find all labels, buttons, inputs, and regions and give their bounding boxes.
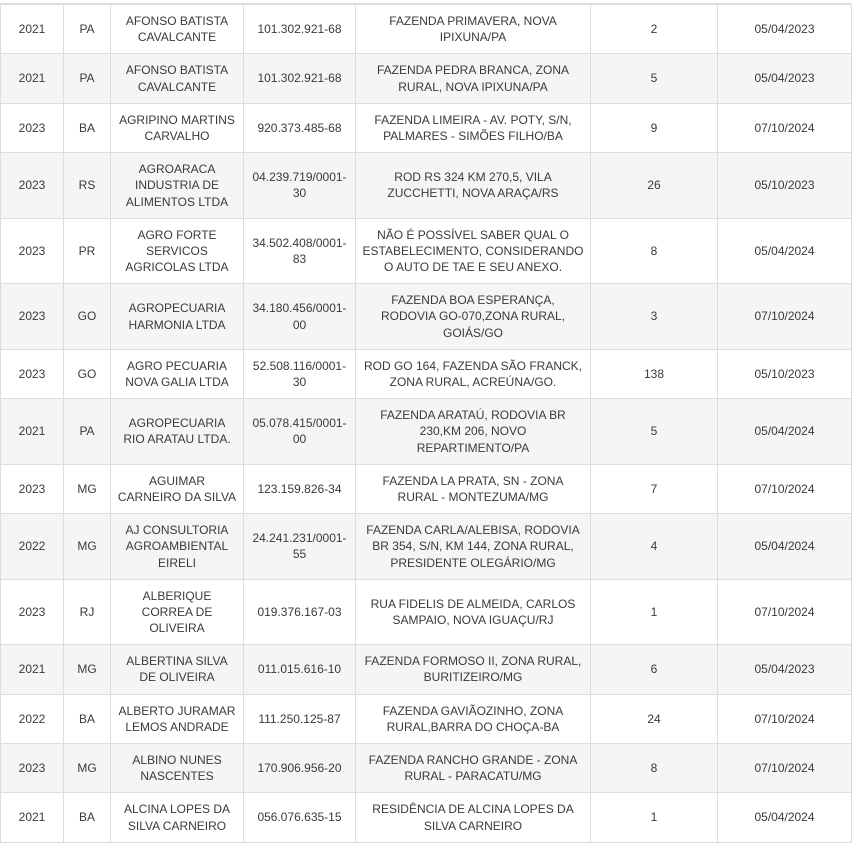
cell-establishment: FAZENDA GAVIÃOZINHO, ZONA RURAL,BARRA DO CHOÇA-BA: [356, 694, 591, 743]
cell-document: 920.373.485-68: [244, 103, 356, 152]
cell-year: 2023: [1, 744, 64, 793]
table-row: [1, 579, 852, 645]
cell-establishment: FAZENDA CARLA/ALEBISA, RODOVIA BR 354, S/N, KM 144, ZONA RURAL, PRESIDENTE OLEGÁRIO/MG: [356, 514, 591, 580]
cell-state: MG: [64, 744, 111, 793]
cell-year: 2023: [1, 103, 64, 152]
cell-date: 07/10/2024: [718, 579, 852, 645]
table-row: [1, 218, 852, 284]
cell-date: 05/10/2023: [718, 153, 852, 219]
cell-establishment: RESIDÊNCIA DE ALCINA LOPES DA SILVA CARNEIRO: [356, 793, 591, 842]
cell-worker-count: 1: [591, 579, 718, 645]
cell-state: RJ: [64, 579, 111, 645]
cell-date: 07/10/2024: [718, 103, 852, 152]
cell-date: 05/10/2023: [718, 349, 852, 398]
cell-document: 24.241.231/0001-55: [244, 514, 356, 580]
cell-year: 2021: [1, 793, 64, 842]
cell-establishment: FAZENDA PRIMAVERA, NOVA IPIXUNA/PA: [356, 5, 591, 54]
table-row: [1, 464, 852, 513]
cell-date: 05/04/2023: [718, 5, 852, 54]
cell-worker-count: 2: [591, 5, 718, 54]
cell-year: 2021: [1, 399, 64, 465]
cell-state: PA: [64, 5, 111, 54]
cell-year: 2023: [1, 349, 64, 398]
cell-state: GO: [64, 349, 111, 398]
cell-document: 34.180.456/0001-00: [244, 284, 356, 350]
table-row: [1, 54, 852, 103]
cell-worker-count: 3: [591, 284, 718, 350]
table-row: [1, 514, 852, 580]
cell-year: 2023: [1, 579, 64, 645]
cell-state: RS: [64, 153, 111, 219]
cell-state: PA: [64, 54, 111, 103]
cell-document: 056.076.635-15: [244, 793, 356, 842]
cell-name: ALBINO NUNES NASCENTES: [111, 744, 244, 793]
cell-document: 52.508.116/0001-30: [244, 349, 356, 398]
cell-worker-count: 5: [591, 54, 718, 103]
cell-name: AGROPECUARIA HARMONIA LTDA: [111, 284, 244, 350]
cell-document: 34.502.408/0001-83: [244, 218, 356, 284]
cell-date: 05/04/2024: [718, 514, 852, 580]
cell-name: AGUIMAR CARNEIRO DA SILVA: [111, 464, 244, 513]
cell-worker-count: 4: [591, 514, 718, 580]
cell-state: GO: [64, 284, 111, 350]
cell-date: 05/04/2024: [718, 218, 852, 284]
cell-date: 07/10/2024: [718, 284, 852, 350]
cell-worker-count: 5: [591, 399, 718, 465]
cell-year: 2022: [1, 694, 64, 743]
cell-document: 111.250.125-87: [244, 694, 356, 743]
cell-year: 2021: [1, 54, 64, 103]
cell-document: 170.906.956-20: [244, 744, 356, 793]
cell-establishment: FAZENDA LA PRATA, SN - ZONA RURAL - MONTEZUMA/MG: [356, 464, 591, 513]
cell-worker-count: 7: [591, 464, 718, 513]
cell-worker-count: 8: [591, 218, 718, 284]
cell-establishment: FAZENDA BOA ESPERANÇA, RODOVIA GO-070,ZONA RURAL, GOIÁS/GO: [356, 284, 591, 350]
cell-worker-count: 1: [591, 793, 718, 842]
table-row: [1, 284, 852, 350]
table-row: [1, 153, 852, 219]
table-row: [1, 694, 852, 743]
cell-year: 2021: [1, 645, 64, 694]
table-row: [1, 349, 852, 398]
cell-date: 07/10/2024: [718, 744, 852, 793]
table-row: [1, 744, 852, 793]
cell-establishment: FAZENDA PEDRA BRANCA, ZONA RURAL, NOVA IPIXUNA/PA: [356, 54, 591, 103]
cell-document: 101.302.921-68: [244, 5, 356, 54]
cell-name: AFONSO BATISTA CAVALCANTE: [111, 5, 244, 54]
table-row: [1, 645, 852, 694]
cell-name: ALBERTO JURAMAR LEMOS ANDRADE: [111, 694, 244, 743]
table-row: [1, 793, 852, 842]
cell-name: ALBERTINA SILVA DE OLIVEIRA: [111, 645, 244, 694]
cell-state: PR: [64, 218, 111, 284]
cell-date: 05/04/2023: [718, 645, 852, 694]
cell-state: MG: [64, 514, 111, 580]
cell-worker-count: 26: [591, 153, 718, 219]
cell-document: 019.376.167-03: [244, 579, 356, 645]
cell-document: 05.078.415/0001-00: [244, 399, 356, 465]
table-row: [1, 5, 852, 54]
cell-state: MG: [64, 645, 111, 694]
cell-name: ALBERIQUE CORREA DE OLIVEIRA: [111, 579, 244, 645]
cell-name: AGRO PECUARIA NOVA GALIA LTDA: [111, 349, 244, 398]
cell-establishment: ROD GO 164, FAZENDA SÃO FRANCK, ZONA RURAL, ACREÚNA/GO.: [356, 349, 591, 398]
cell-name: AGRIPINO MARTINS CARVALHO: [111, 103, 244, 152]
cell-name: AGROARACA INDUSTRIA DE ALIMENTOS LTDA: [111, 153, 244, 219]
cell-date: 07/10/2024: [718, 694, 852, 743]
cell-date: 05/04/2024: [718, 793, 852, 842]
cell-date: 07/10/2024: [718, 464, 852, 513]
cell-establishment: RUA FIDELIS DE ALMEIDA, CARLOS SAMPAIO, NOVA IGUAÇU/RJ: [356, 579, 591, 645]
cell-document: 123.159.826-34: [244, 464, 356, 513]
cell-establishment: NÃO É POSSÍVEL SABER QUAL O ESTABELECIMENTO, CONSIDERANDO O AUTO DE TAE E SEU ANEXO.: [356, 218, 591, 284]
cell-year: 2023: [1, 464, 64, 513]
cell-state: BA: [64, 793, 111, 842]
cell-establishment: FAZENDA FORMOSO II, ZONA RURAL, BURITIZEIRO/MG: [356, 645, 591, 694]
cell-worker-count: 138: [591, 349, 718, 398]
cell-worker-count: 24: [591, 694, 718, 743]
cell-name: AGRO FORTE SERVICOS AGRICOLAS LTDA: [111, 218, 244, 284]
cell-document: 101.302.921-68: [244, 54, 356, 103]
cell-state: PA: [64, 399, 111, 465]
cell-date: 05/04/2023: [718, 54, 852, 103]
cell-establishment: FAZENDA RANCHO GRANDE - ZONA RURAL - PARACATU/MG: [356, 744, 591, 793]
cell-document: 011.015.616-10: [244, 645, 356, 694]
table-row: [1, 399, 852, 465]
employer-dirty-list-table: [0, 4, 852, 843]
cell-year: 2023: [1, 284, 64, 350]
cell-name: AFONSO BATISTA CAVALCANTE: [111, 54, 244, 103]
cell-document: 04.239.719/0001-30: [244, 153, 356, 219]
cell-year: 2022: [1, 514, 64, 580]
cell-state: MG: [64, 464, 111, 513]
table-body: [1, 5, 852, 843]
cell-worker-count: 6: [591, 645, 718, 694]
cell-name: ALCINA LOPES DA SILVA CARNEIRO: [111, 793, 244, 842]
cell-establishment: FAZENDA LIMEIRA - AV. POTY, S/N, PALMARES - SIMÕES FILHO/BA: [356, 103, 591, 152]
cell-state: BA: [64, 103, 111, 152]
cell-year: 2021: [1, 5, 64, 54]
cell-name: AGROPECUARIA RIO ARATAU LTDA.: [111, 399, 244, 465]
cell-worker-count: 9: [591, 103, 718, 152]
cell-establishment: ROD RS 324 KM 270,5, VILA ZUCCHETTI, NOVA ARAÇA/RS: [356, 153, 591, 219]
table-bottom-edge: [0, 843, 851, 845]
cell-name: AJ CONSULTORIA AGROAMBIENTAL EIRELI: [111, 514, 244, 580]
cell-date: 05/04/2024: [718, 399, 852, 465]
cell-year: 2023: [1, 218, 64, 284]
cell-worker-count: 8: [591, 744, 718, 793]
cell-establishment: FAZENDA ARATAÚ, RODOVIA BR 230,KM 206, NOVO REPARTIMENTO/PA: [356, 399, 591, 465]
table-row: [1, 103, 852, 152]
cell-state: BA: [64, 694, 111, 743]
cell-year: 2023: [1, 153, 64, 219]
